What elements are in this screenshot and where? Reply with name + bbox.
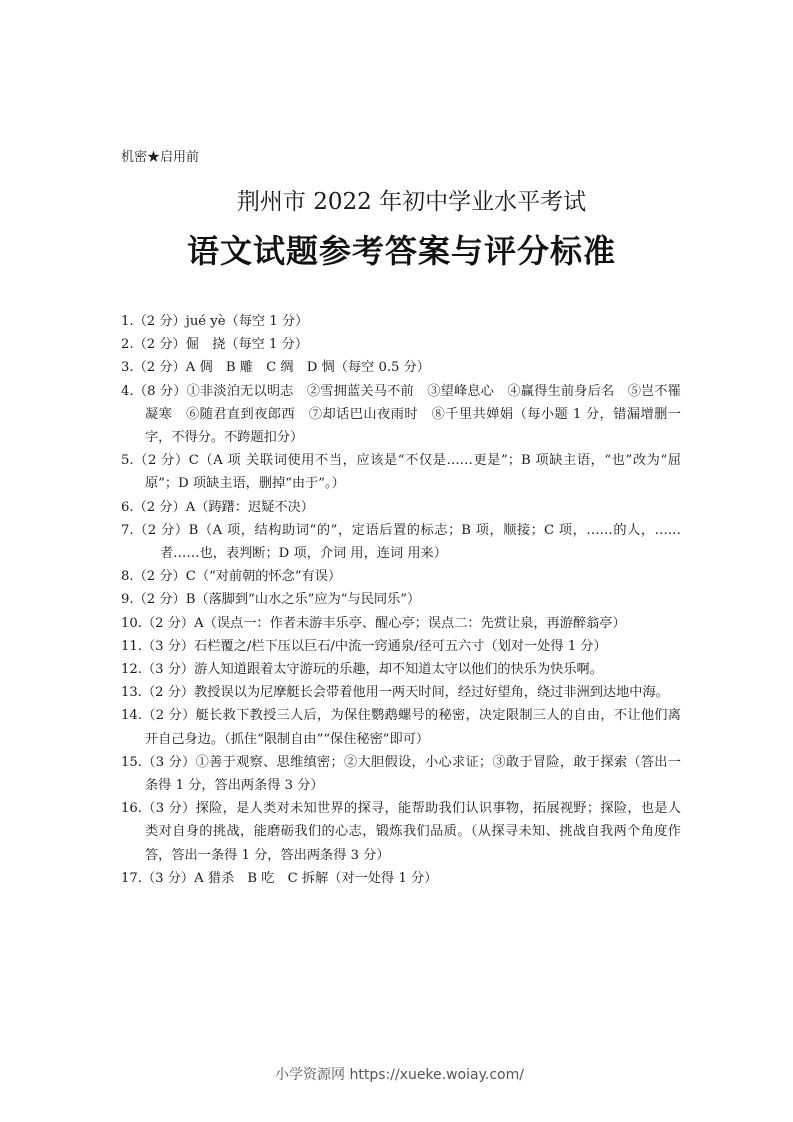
- answer-item-9: 9.（2 分）B（落脚到“山水之乐”应为“与民同乐”）: [121, 592, 421, 608]
- answer-item-11: 11.（3 分）石栏覆之/栏下压以巨石/中流一窍通泉/径可五六寸（划对一处得 1 分）: [121, 638, 607, 654]
- footer-watermark: 小学资源网 https://xueke.woiay.com/: [275, 1067, 524, 1083]
- answer-item-6: 6.（2 分）A（踌躇：迟疑不决）: [121, 499, 314, 515]
- answer-item-14: 14.（2 分）艇长救下教授三人后，为保住鹦鹉螺号的秘密，决定限制三人的自由，不让他们离开自己身边。（抓住“限制自由”“保住秘密”即可）: [121, 708, 681, 747]
- answer-item-13: 13.（2 分）教授误以为尼摩艇长会带着他用一两天时间，经过好望角，绕过非洲到达地中海。: [121, 685, 669, 701]
- answer-item-12: 12.（3 分）游人知道跟着太守游玩的乐趣，却不知道太守以他们的快乐为快乐啊。: [121, 662, 603, 678]
- answer-item-15: 15.（3 分）①善于观察、思维缜密；②大胆假设，小心求证；③敢于冒险，敢于探索（答出一条得 1 分，答出两条得 3 分）: [121, 754, 681, 794]
- document-title: 语文试题参考答案与评分标准: [186, 232, 616, 270]
- answer-item-3: 3.（2 分）A 倜 B 雕 C 绸 D 惆（每空 0.5 分）: [121, 360, 430, 376]
- answer-item-5: 5.（2 分）C（A 项 关联词使用不当，应该是“不仅是……更是”；B 项缺主语，“也”改为“屈原”；D 项缺主语，删掉“由于”。）: [121, 453, 681, 492]
- answer-item-7: 7.（2 分）B（A 项，结构助词“的”，定语后置的标志；B 项，顺接；C 项，……的人，……者……也，表判断；D 项，介词 用，连词 用来）: [121, 522, 681, 562]
- answer-item-17: 17.（3 分）A 猎杀 B 吃 C 拆解（对一处得 1 分）: [121, 870, 438, 886]
- answer-item-10: 10.（2 分）A（误点一：作者未游丰乐亭、醒心亭；误点二：先赏让泉，再游醉翁亭）: [121, 615, 626, 631]
- answer-item-8: 8.（2 分）C（“对前朝的怀念”有误）: [121, 569, 342, 585]
- answer-item-16: 16.（3 分）探险，是人类对未知世界的探寻，能帮助我们认识事物，拓展视野；探险，也是人类对自身的挑战，能磨砺我们的心志，锻炼我们品质。（从探寻未知、挑战自我两个角度作答，答出一条得 1 分，答出两条得 3 分）: [121, 801, 681, 863]
- answer-item-1: 1.（2 分）jué yè（每空 1 分）: [121, 314, 309, 329]
- answer-item-2: 2.（2 分）倔 挠（每空 1 分）: [121, 337, 309, 353]
- exam-subtitle: 荆州市 2022 年初中学业水平考试: [236, 189, 587, 215]
- answer-list: [121, 310, 681, 890]
- confidential-mark: 机密★启用前: [121, 150, 200, 165]
- answer-item-4: 4.（8 分）①非淡泊无以明志 ②雪拥蓝关马不前 ③望峰息心 ④赢得生前身后名 ⑤岂不罹凝寒 ⑥随君直到夜郎西 ⑦却话巴山夜雨时 ⑧千里共婵娟（每小题 1 分，错漏增删一字，不得分。不跨题扣分）: [121, 383, 681, 446]
